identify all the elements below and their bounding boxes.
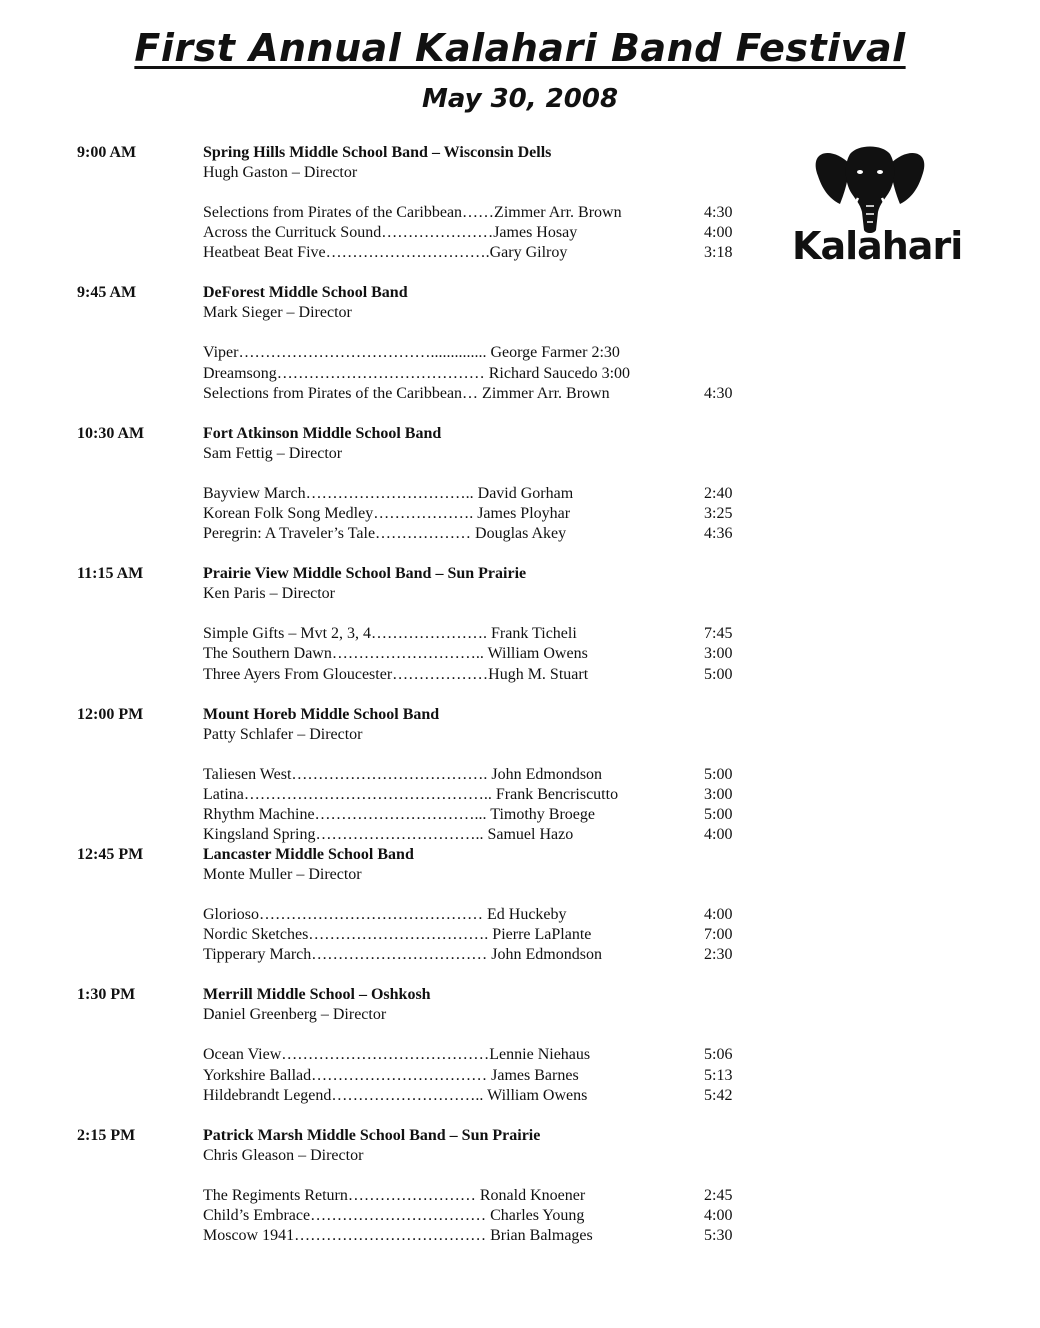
schedule-block [0,283,1040,423]
schedule-block [0,845,1040,985]
schedule-block [0,985,1040,1125]
piece-title-composer: Kingsland Spring………………………….. Samuel Hazo [203,826,574,844]
performance-time: 10:30 AM [77,424,145,442]
piece-duration: 5:06 [704,1046,733,1064]
piece-title-composer: Heatbeat Beat Five………………………….Gary Gilroy [203,244,568,262]
piece-title-composer: The Regiments Return…………………… Ronald Knoener [203,1186,586,1204]
piece-row [203,1186,763,1206]
performance-time: 12:00 PM [77,705,144,723]
performance-time: 2:15 PM [77,1126,136,1144]
piece-title-composer: Selections from Pirates of the Caribbean… Zimmer Arr. Brown [203,384,610,402]
piece-duration: 5:00 [704,665,733,683]
page-title: First Annual Kalahari Band Festival [134,26,906,70]
piece-row [203,504,763,524]
piece-title-composer: Viper……………………………….............. George Farmer 2:30 [203,344,620,362]
piece-row [203,203,763,223]
piece-title-composer: Nordic Sketches……………………………. Pierre LaPlante [203,926,592,944]
piece-row [203,925,763,945]
piece-row [203,384,763,404]
piece-title-composer: Hildebrandt Legend……………………….. William Owens [203,1086,588,1104]
piece-duration: 2:45 [704,1186,733,1204]
piece-duration: 4:00 [704,905,733,923]
piece-row [203,765,763,785]
performance-time: 9:00 AM [77,144,137,161]
piece-duration: 4:00 [704,224,733,242]
piece-duration: 3:25 [704,504,733,522]
piece-list [203,624,763,685]
piece-row [203,644,763,664]
piece-duration: 5:00 [704,765,733,783]
piece-row [203,223,763,243]
band-name: Prairie View Middle School Band – Sun Prairie [203,565,527,583]
piece-title-composer: Rhythm Machine…………………………... Timothy Broege [203,805,595,823]
band-director: Daniel Greenberg – Director [203,1006,387,1024]
band-name: Mount Horeb Middle School Band [203,705,440,723]
piece-row [203,343,763,363]
piece-row [203,905,763,925]
piece-row [203,364,763,384]
piece-duration: 7:00 [704,926,733,944]
piece-title-composer: Dreamsong………………………………… Richard Saucedo 3:00 [203,364,631,382]
band-director: Monte Muller – Director [203,865,362,883]
piece-list [203,484,763,545]
piece-duration: 5:30 [704,1227,733,1245]
piece-title-composer: Korean Folk Song Medley………………. James Ployhar [203,504,571,522]
piece-title-composer: Simple Gifts – Mvt 2, 3, 4…………………. Frank Ticheli [203,625,577,643]
performance-time: 12:45 PM [77,845,144,863]
piece-title-composer: Child’s Embrace…………………………… Charles Young [203,1206,585,1224]
band-name: Fort Atkinson Middle School Band [203,424,442,442]
band-name: Merrill Middle School – Oshkosh [203,986,431,1004]
piece-row [203,825,763,845]
piece-duration: 4:30 [704,384,733,402]
band-name: DeForest Middle School Band [203,284,408,302]
piece-row [203,945,763,965]
piece-list [203,203,763,264]
band-director: Patty Schlafer – Director [203,725,363,743]
piece-title-composer: Tipperary March…………………………… John Edmondson [203,946,602,964]
piece-title-composer: Latina……………………………………….. Frank Bencriscutto [203,785,619,803]
band-director: Ken Paris – Director [203,585,335,603]
piece-duration: 3:00 [704,645,733,663]
piece-duration: 4:00 [704,826,733,844]
piece-row [203,1066,763,1086]
band-director: Chris Gleason – Director [203,1146,364,1164]
piece-duration: 4:36 [704,525,733,543]
band-director: Mark Sieger – Director [203,304,352,322]
piece-duration: 4:30 [704,204,733,221]
performance-time: 1:30 PM [77,986,136,1004]
band-name: Lancaster Middle School Band [203,845,414,863]
piece-row [203,484,763,504]
band-name: Spring Hills Middle School Band – Wisconsin Dells [203,144,552,161]
schedule-block [0,564,1040,704]
performance-time: 11:15 AM [77,565,144,583]
piece-row [203,665,763,685]
piece-title-composer: Taliesen West………………………………. John Edmondson [203,765,603,783]
piece-title-composer: Peregrin: A Traveler’s Tale……………… Douglas Akey [203,525,567,543]
piece-row [203,524,763,544]
event-date: May 30, 2008 [421,84,619,114]
piece-row [203,1206,763,1226]
piece-row [203,1226,763,1246]
piece-list [203,905,763,966]
schedule-block [0,424,1040,564]
piece-duration: 5:00 [704,805,733,823]
piece-duration: 5:42 [704,1086,733,1104]
piece-list [203,765,763,846]
performance-time: 9:45 AM [77,284,137,302]
piece-title-composer: Across the Currituck Sound…………………James Hosay [203,224,578,242]
piece-list [203,1045,763,1106]
schedule-block [0,1126,1040,1266]
piece-row [203,785,763,805]
band-name: Patrick Marsh Middle School Band – Sun Prairie [203,1126,541,1144]
band-director: Sam Fettig – Director [203,444,343,462]
piece-duration: 2:30 [704,946,733,964]
logo-wordmark: Kalahari [792,224,963,268]
piece-duration: 5:13 [704,1066,733,1084]
piece-duration: 2:40 [704,484,733,502]
schedule-list [0,143,1040,1266]
piece-title-composer: Glorioso…………………………………… Ed Huckeby [203,905,567,923]
schedule-block [0,705,1040,845]
schedule-block [0,143,1040,283]
piece-title-composer: Yorkshire Ballad…………………………… James Barnes [203,1066,579,1084]
piece-row [203,624,763,644]
piece-duration: 3:18 [704,244,733,262]
piece-row [203,243,763,263]
piece-row [203,1045,763,1065]
piece-title-composer: Three Ayers From Gloucester………………Hugh M. Stuart [203,665,589,683]
band-director: Hugh Gaston – Director [203,164,358,181]
piece-duration: 3:00 [704,785,733,803]
piece-list [203,343,763,404]
piece-title-composer: Selections from Pirates of the Caribbean……Zimmer Arr. Brown [203,204,622,221]
piece-title-composer: Bayview March………………………….. David Gorham [203,484,574,502]
piece-duration: 7:45 [704,625,733,643]
piece-row [203,805,763,825]
piece-title-composer: The Southern Dawn……………………….. William Owens [203,645,588,663]
piece-row [203,1086,763,1106]
piece-list [203,1186,763,1247]
piece-title-composer: Ocean View…………………………………Lennie Niehaus [203,1046,591,1064]
piece-duration: 4:00 [704,1206,733,1224]
piece-title-composer: Moscow 1941……………………………… Brian Balmages [203,1227,593,1245]
